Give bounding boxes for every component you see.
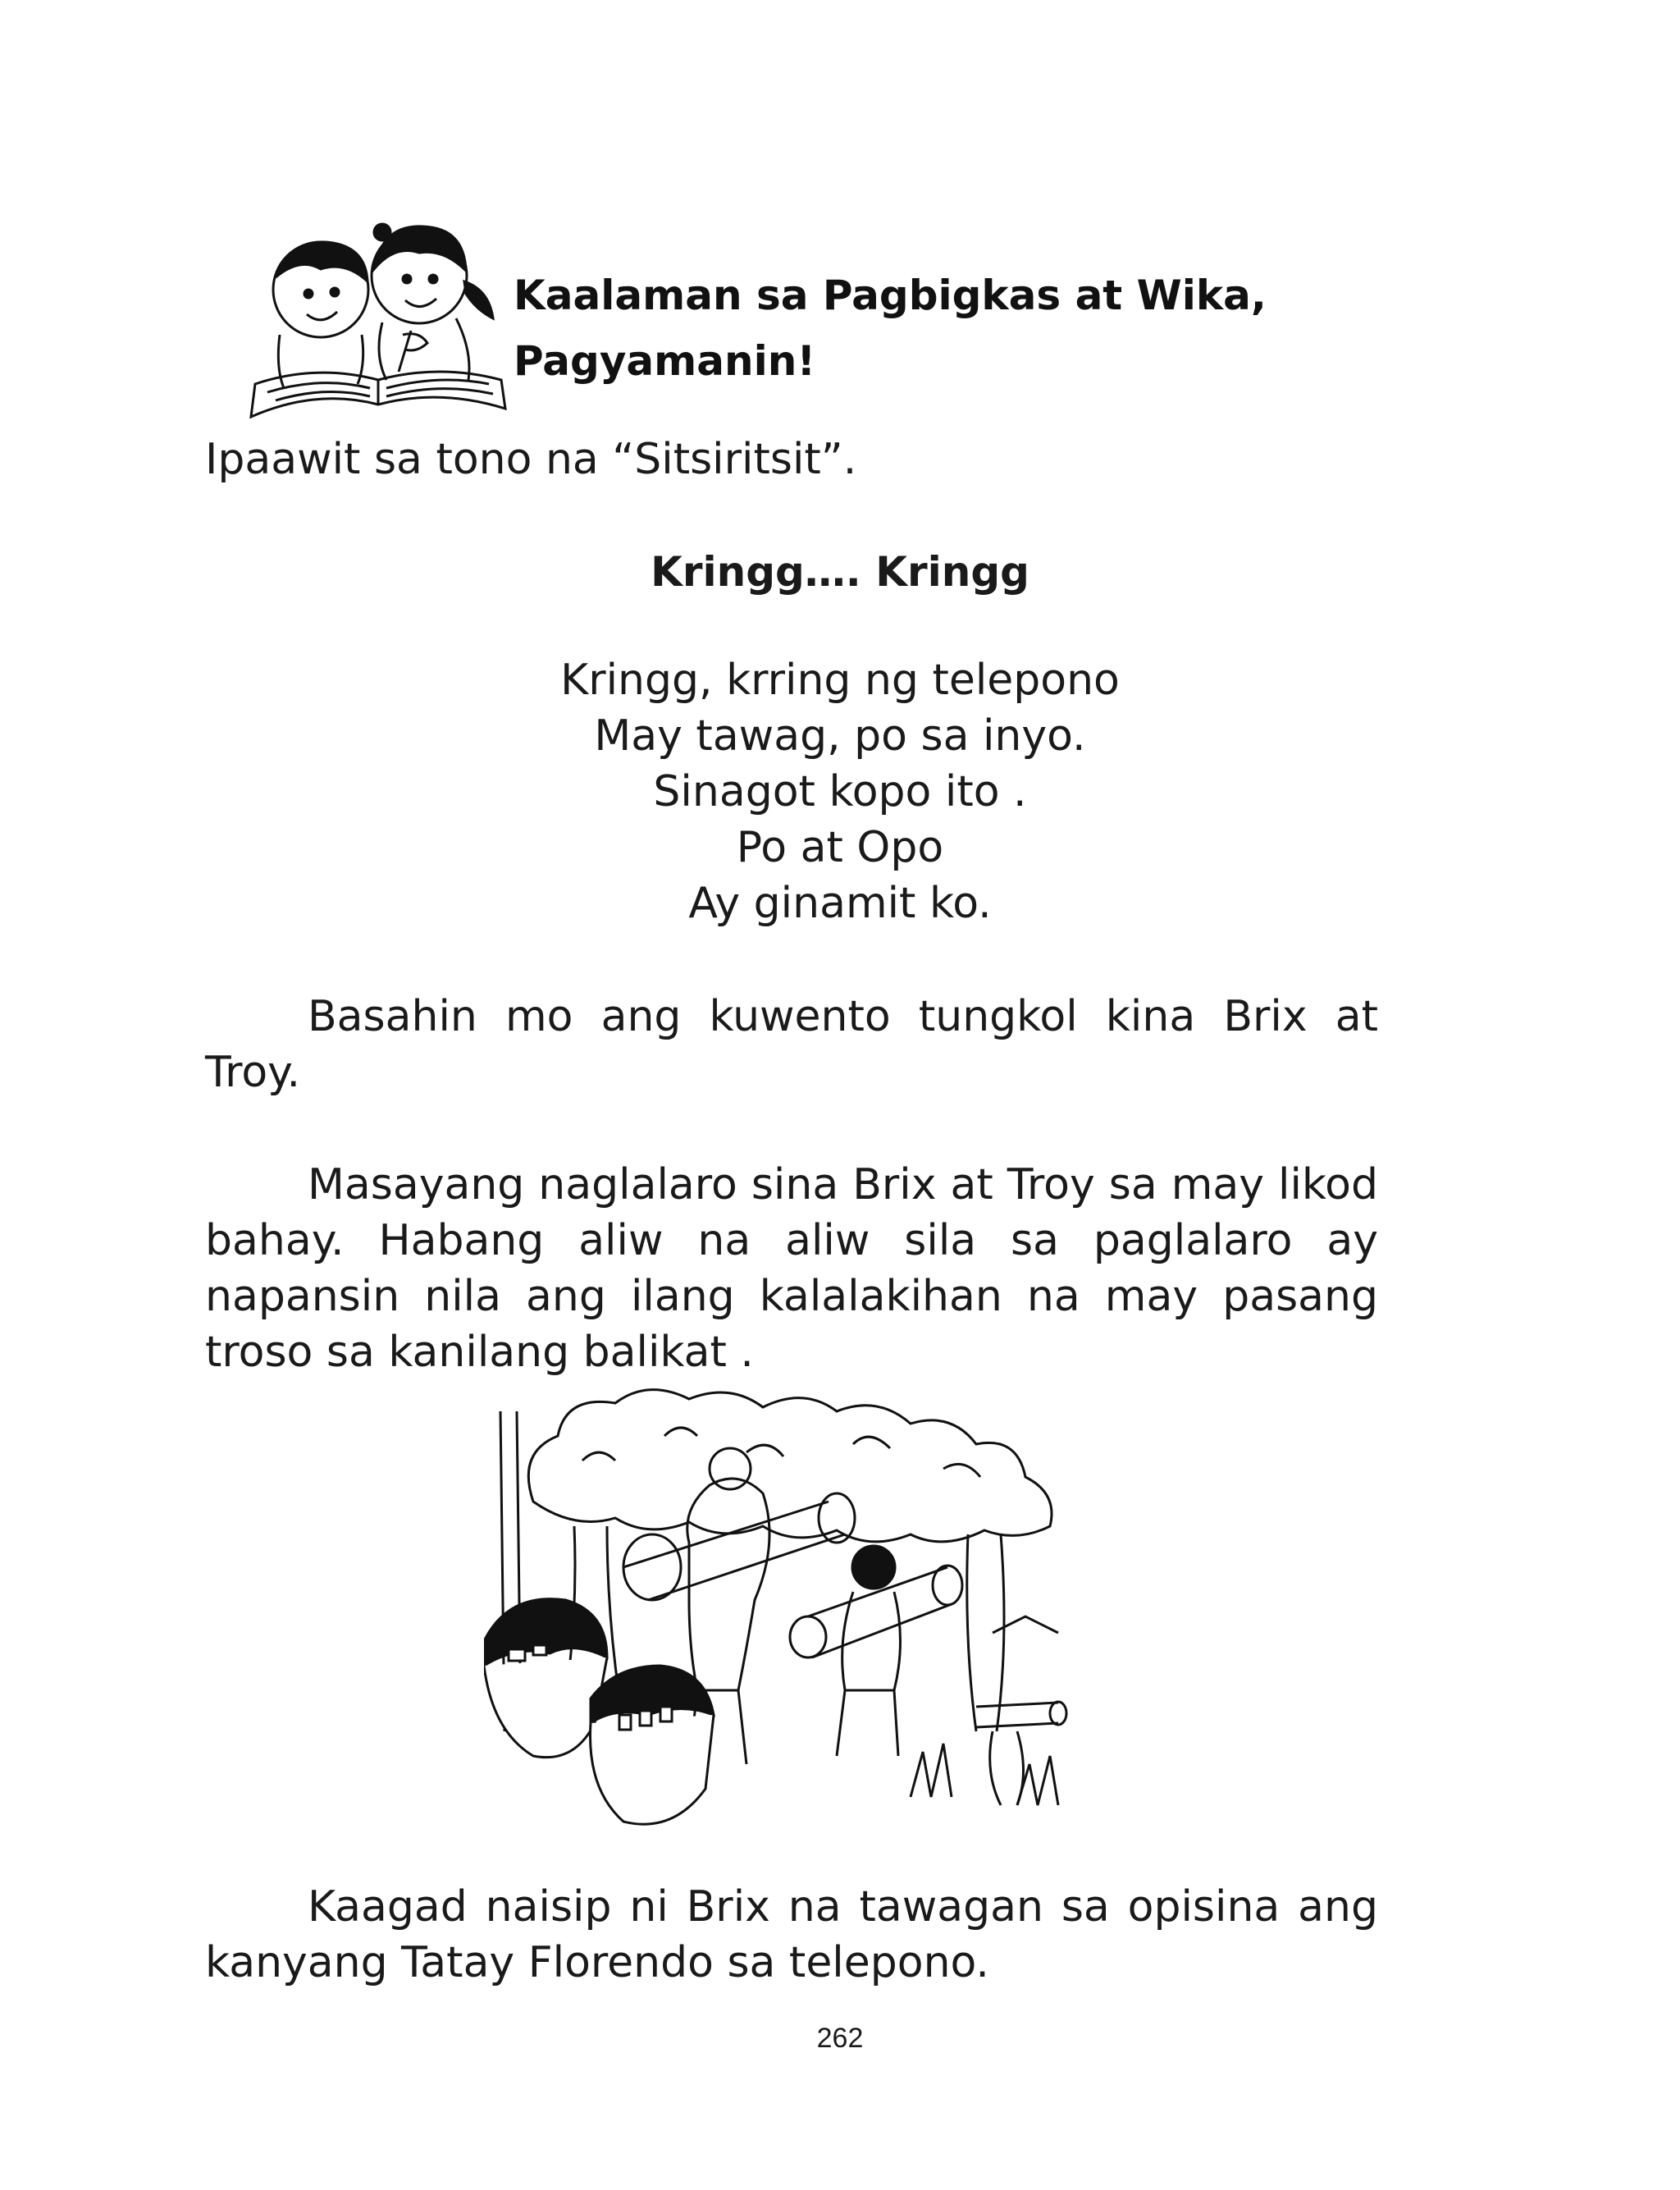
men-carrying-logs-illustration [484,1378,1116,1838]
paragraph-text: Basahin mo ang kuwento tungkol kina Brix at Troy. [205,992,1378,1097]
song-line: May tawag, po sa inyo. [594,711,1086,761]
children-reading-illustration [243,212,514,425]
section-heading-line-2: Pagyamanin! [514,337,816,385]
story-closing-paragraph [205,1879,1378,1991]
page-number: 262 [816,2023,864,2054]
song-line: Kringg, krring ng telepono [560,656,1120,705]
story-paragraph [205,1157,1378,1380]
song-line: Sinagot kopo ito . [653,767,1027,816]
section-heading-line-1: Kaalaman sa Pagbigkas at Wika, [514,272,1267,319]
song-line: Po at Opo [736,823,944,872]
song-line: Ay ginamit ko. [688,879,992,928]
story-intro-paragraph [205,989,1378,1100]
paragraph-text: Kaagad naisip ni Brix na tawagan sa opisina ang kanyang Tatay Florendo sa telepono. [205,1882,1378,1987]
song-lyrics [0,652,1680,931]
singing-instruction: Ipaawit sa tono na “Sitsiritsit”. [205,435,857,484]
section-heading [514,263,1334,394]
paragraph-text: Masayang naglalaro sina Brix at Troy sa may likod bahay. Habang aliw na aliw sila sa paglalaro ay napansin nila ang ilang kalalakihan na may pasang troso sa kanilang balikat . [205,1160,1378,1377]
song-title: Kringg…. Kringg [651,548,1029,596]
